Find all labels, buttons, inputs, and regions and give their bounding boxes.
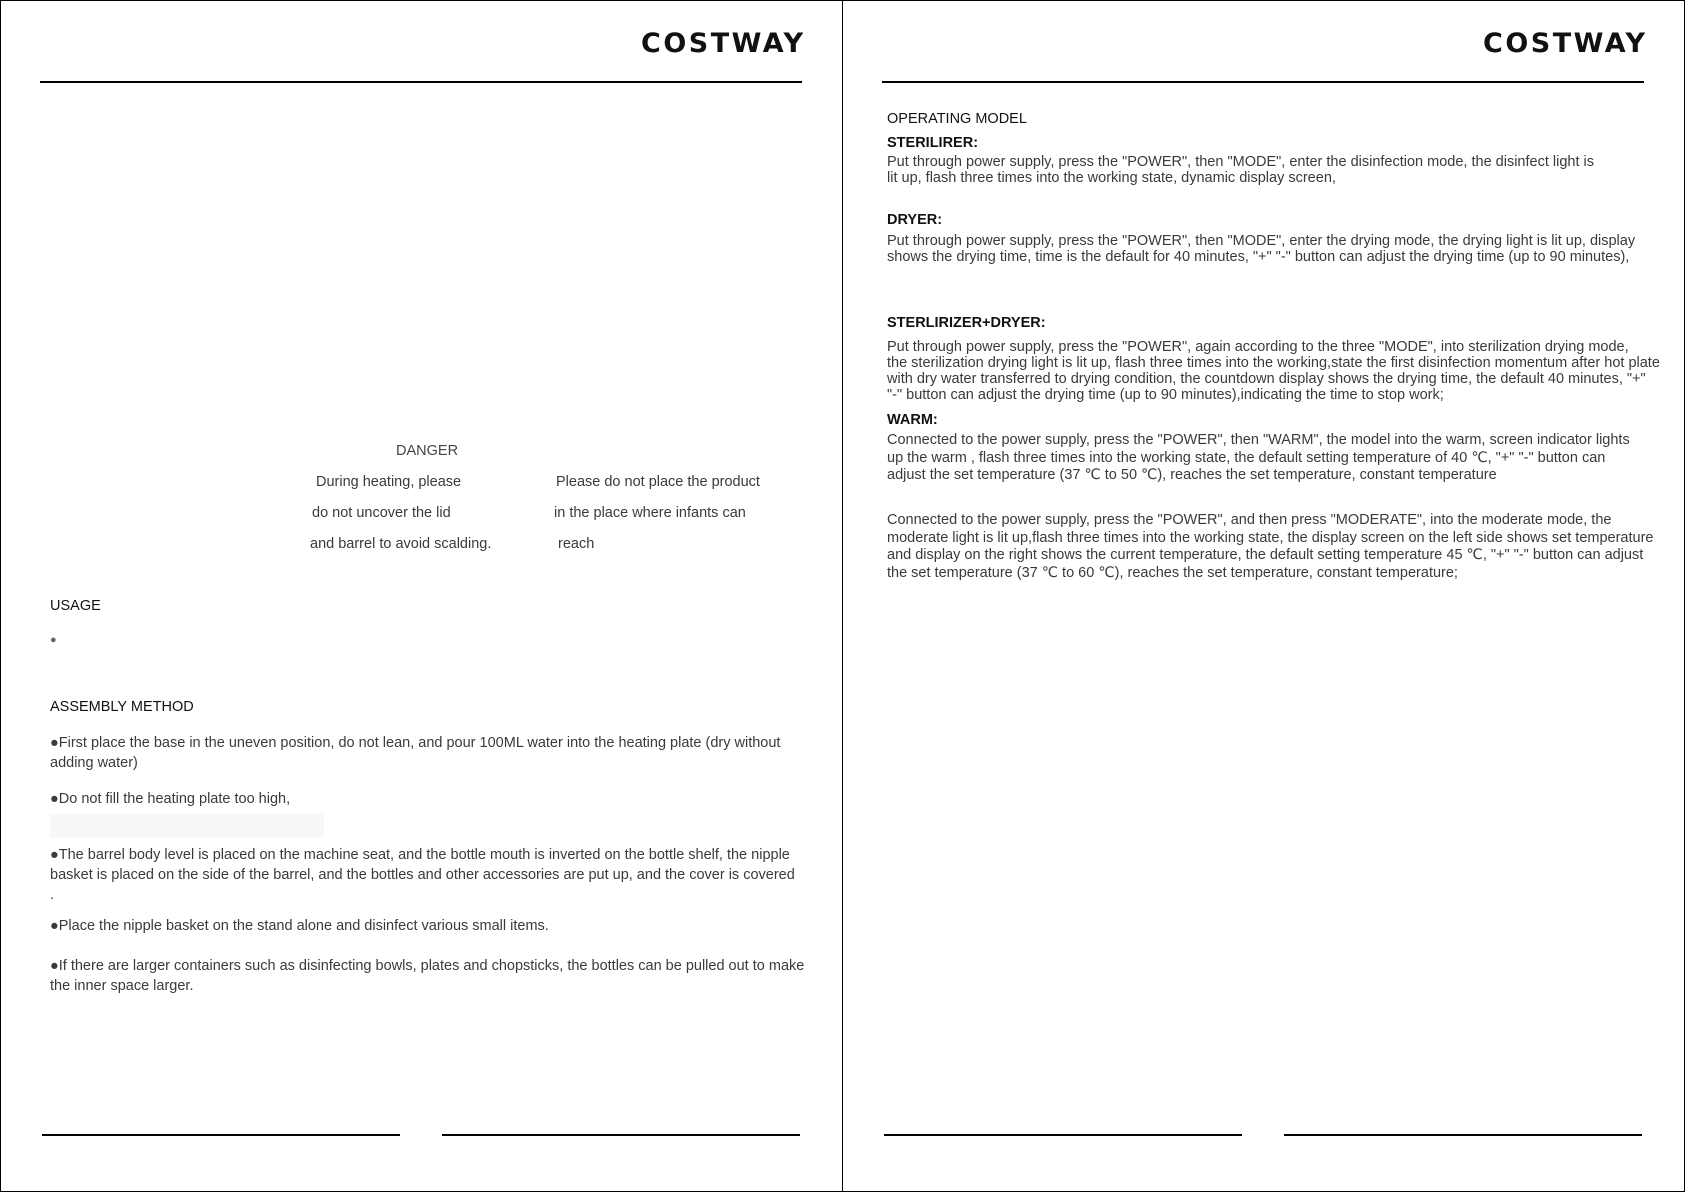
danger-col2-line2: in the place where infants can: [554, 505, 746, 521]
footer-rule-right-2: [1284, 1134, 1642, 1136]
combo-text: Put through power supply, press the "POWER", again according to the three "MODE", into sterilization drying mode, the sterilization drying light is lit up, flash three times into the working,state the first disinfection momentum after hot plate with dry water transferred to drying condition, the countdown display shows the drying time, the default 40 minutes, "+" "-" button can adjust the drying time (up to 90 minutes),indicating the time to stop work;: [887, 339, 1660, 403]
header-rule-right: [882, 81, 1644, 83]
operating-model-title: OPERATING MODEL: [887, 111, 1027, 127]
assembly-item: ●Place the nipple basket on the stand alone and disinfect various small items.: [50, 918, 549, 934]
blank-region: [50, 814, 324, 838]
brand-logo-right: COSTWAY: [1483, 28, 1648, 59]
assembly-heading: ASSEMBLY METHOD: [50, 699, 194, 715]
footer-rule-right-1: [884, 1134, 1242, 1136]
danger-col1-line1: During heating, please: [316, 474, 462, 490]
warm-heading: WARM:: [887, 412, 938, 428]
assembly-item: ●If there are larger containers such as disinfecting bowls, plates and chopsticks, the bottles can be pulled out to make the inner space larger.: [50, 958, 805, 994]
footer-rule-left-1: [42, 1134, 400, 1136]
assembly-item: ●Do not fill the heating plate too high,: [50, 791, 291, 807]
assembly-item: ●The barrel body level is placed on the machine seat, and the bottle mouth is inverted on the bottle shelf, the nipple basket is placed on the side of the barrel, and the bottles and other accessories are put up, and the cover is covered .: [50, 847, 795, 903]
page-divider: [842, 0, 843, 1192]
warm-text: Connected to the power supply, press the "POWER", then "WARM", the model into the warm, screen indicator lights up the warm , flash three times into the working state, the default setting temperature of 40 ℃, "+" "-" button can adjust the set temperature (37 ℃ to 50 ℃), reaches the set temperature, constant temperature: [887, 432, 1630, 483]
assembly-item: ●First place the base in the uneven position, do not lean, and pour 100ML water into the heating plate (dry without adding water): [50, 735, 781, 771]
danger-col1-line2: do not uncover the lid: [312, 505, 451, 521]
danger-col2-line1: Please do not place the product: [556, 474, 760, 490]
combo-heading: STERLIRIZER+DRYER:: [887, 315, 1046, 331]
dryer-text: Put through power supply, press the "POWER", then "MODE", enter the drying mode, the drying light is lit up, display shows the drying time, time is the default for 40 minutes, "+" "-" button can adjust the drying time (up to 90 minutes),: [887, 233, 1636, 265]
header-rule-left: [40, 81, 802, 83]
brand-logo-left: COSTWAY: [641, 28, 806, 59]
sterilizer-text: Put through power supply, press the "POWER", then "MODE", enter the disinfection mode, the disinfect light is lit up, flash three times into the working state, dynamic display screen,: [887, 154, 1594, 186]
danger-col2-line3: reach: [558, 536, 595, 552]
usage-heading: USAGE: [50, 598, 101, 614]
danger-col1-line3: and barrel to avoid scalding.: [310, 536, 492, 552]
footer-rule-left-2: [442, 1134, 800, 1136]
moderate-text: Connected to the power supply, press the "POWER", and then press "MODERATE", into the moderate mode, the moderate light is lit up,flash three times into the working state, the display screen on the left side shows set temperature and display on the right shows the current temperature, the default setting temperature 45 ℃, "+" "-" button can adjust the set temperature (37 ℃ to 60 ℃), reaches the set temperature, constant temperature;: [887, 512, 1654, 581]
sterilizer-heading: STERILIRER:: [887, 135, 979, 151]
usage-bullet: ●: [50, 634, 57, 646]
dryer-heading: DRYER:: [887, 212, 943, 228]
danger-title: DANGER: [396, 443, 459, 459]
